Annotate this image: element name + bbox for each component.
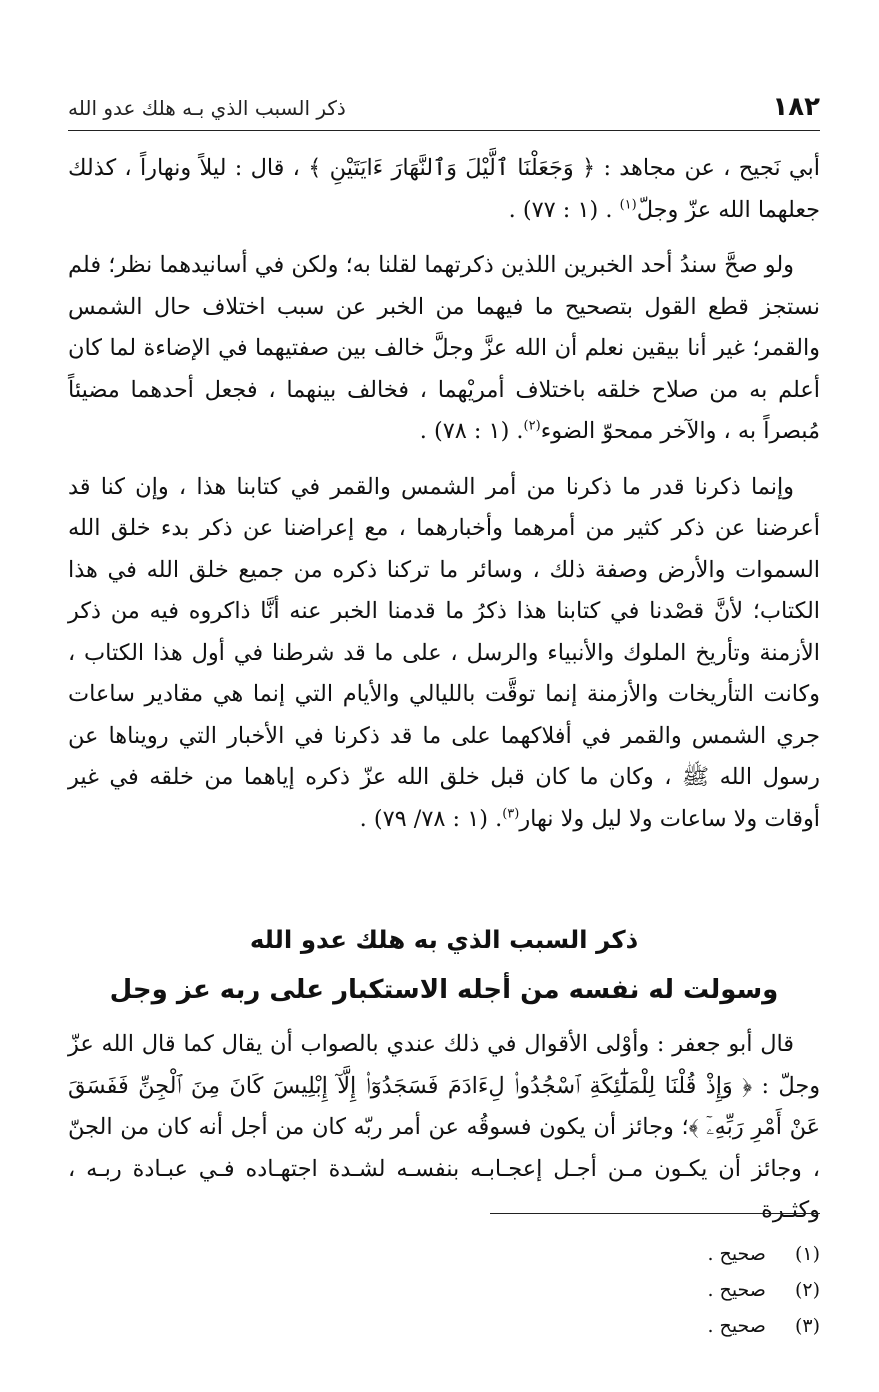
footnote-text: صحيح . [707,1315,766,1337]
quran-quote: ﴿ وَجَعَلْنَا ٱلَّيْلَ وَٱلنَّهَارَ ءَايَتَيْنِ ﴾ [308,155,596,181]
section-text [68,1024,820,1232]
paragraph-text: . (١ : ٧٧) . [508,196,620,223]
paragraph-text: وإنما ذكرنا قدر ما ذكرنا من أمر الشمس والقمر في كتابنا هذا ، وإن كنا قد أعرضنا عن ذكر كثير من أمرهما وأخبارهما ، مع إعراضنا عن ذكر بدء خلق الله السموات والأرض وصفة ذلك ، وسائر ما تركنا ذكره من جميع خلق الله في هذا الكتاب؛ لأنَّ قصْدنا في كتابنا هذا ذكرُ ما قدمنا الخبر عنه أنَّا ذاكروه فيه من ذكر الأزمنة وتأريخ الملوك والأنبياء والرسل ، على ما قد شرطنا في أول هذا الكتاب ، وكانت التأريخات والأزمنة إنما توقَّت بالليالي والأيام التي إنما هي مقادير ساعات جري الشمس والقمر في أفلاكهما على ما قد ذكرنا في الأخبار التي رويناها عن رسول الله ﷺ ، وكان ما كان قبل خلق الله عزّ ذكره إياهما من خلقه في غير أوقات ولا ساعات ولا ليل ولا نهار [68,473,820,832]
paragraph-text: أبي نَجيح ، عن مجاهد : [595,155,821,181]
footnote-ref: (٢) [523,418,541,434]
page-number: ١٨٢ [772,92,820,122]
section-heading-line-2: وسولت له نفسه من أجله الاستكبار على ربه عز وجل [109,975,779,1005]
header-divider [68,130,820,131]
paragraph-2 [68,245,820,453]
section-heading-line-1: ذكر السبب الذي به هلك عدو الله [249,925,639,954]
footnote-item [420,1308,820,1344]
page-header [68,92,820,128]
footnote-ref: (١) [619,197,637,213]
quran-quote: ﴿ وَإِذْ قُلْنَا لِلْمَلَٰٓئِكَةِ ٱسْجُدُوا۟ لِءَادَمَ فَسَجَدُوٓا۟ إِلَّآ إِبْلِيسَ كَانَ مِنَ ٱلْجِنِّ فَفَسَقَ عَنْ أَمْرِ رَبِّهِۦٓ ﴾ [68,1072,820,1140]
footnote-number: (٢) [794,1279,820,1301]
paragraph-text: . (١ : ٧٨/ ٧٩) . [359,805,503,832]
footnote-divider [490,1213,820,1214]
footnote-number: (١) [794,1243,820,1265]
footnote-item [420,1272,820,1308]
paragraph-text: . (١ : ٧٨) . [419,418,524,444]
paragraph-1 [68,148,820,231]
footnote-number: (٣) [794,1315,820,1337]
paragraph-4 [68,1024,820,1232]
paragraph-text: ، قال : ليلاً ونهاراً ، كذلك جعلهما الله عزّ وجلّ [68,155,820,223]
paragraph-text: ؛ وجائز أن يكون فسوقُه عن أمر ربّه كان من أجل أنه كان من الجنّ ، وجائز أن يكـون مـن أجـل إعجـابـه بنفسـه لشـدة اجتهـاده فـي عبـادة ربـه ، وكثـرة [68,1114,820,1223]
footnote-text: صحيح . [707,1279,766,1301]
footnote-item [420,1236,820,1272]
footnote-ref: (٣) [502,806,520,822]
paragraph-text: ولو صحَّ سندُ أحد الخبرين اللذين ذكرتهما لقلنا به؛ ولكن في أسانيدهما نظر؛ فلم نستجز قطع القول بتصحيح ما فيهما من الخبر عن سبب اختلاف حال الشمس والقمر؛ غير أنا بيقين نعلم أن الله عزَّ وجلَّ خالف بين صفتيهما في الإضاءة لما كان أعلم به من صلاح خلقه باختلاف أمريْهما ، فخالف بينهما ، فجعل أحدهما مضيئاً مُبصراً به ، والآخر ممحوّ الضوء [68,252,820,444]
footnotes [420,1236,820,1344]
paragraph-3 [68,467,820,841]
paragraph-text: قال أبو جعفر : وأوْلى الأقوال في ذلك عندي بالصواب أن يقال كما قال الله عزّ وجلّ : [68,1031,821,1099]
running-head: ذكر السبب الذي بـه هلك عدو الله [68,96,346,120]
main-text [68,148,820,854]
footnote-text: صحيح . [707,1243,766,1265]
